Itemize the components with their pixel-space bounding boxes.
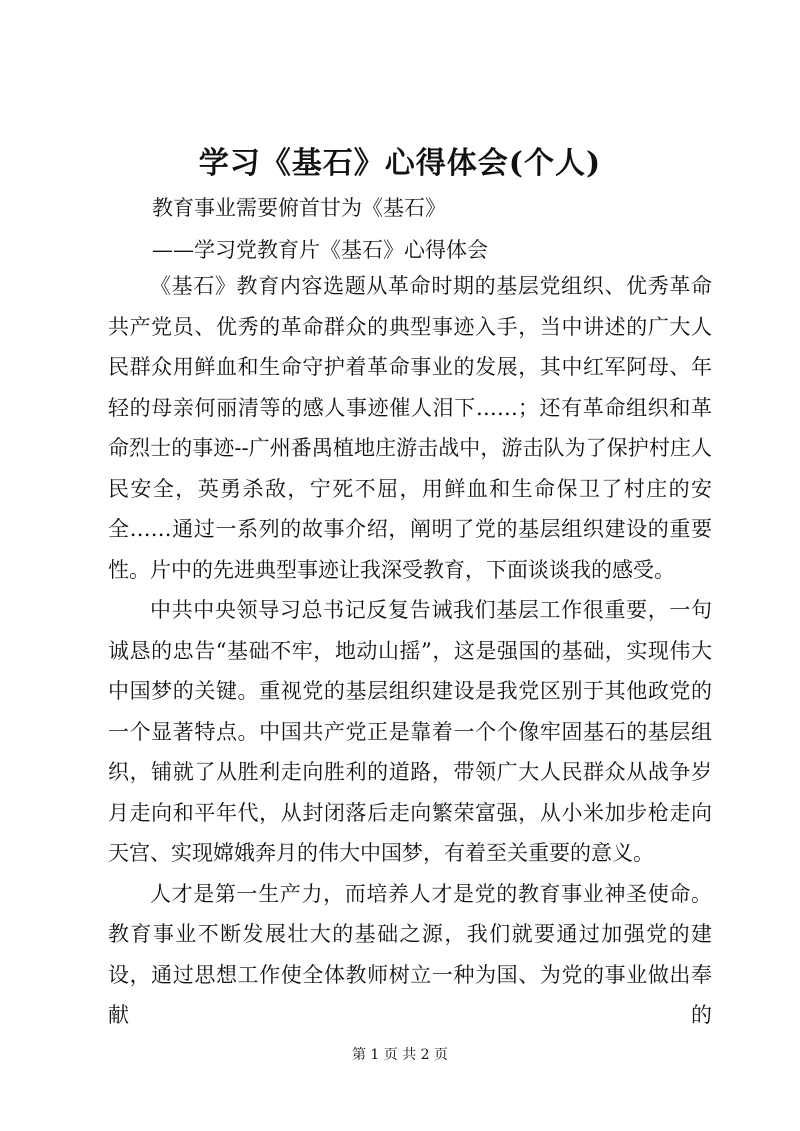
page-number-footer: 第 1 页 共 2 页 bbox=[351, 1047, 449, 1063]
paragraph-1: 《基石》教育内容选题从革命时期的基层党组织、优秀革命共产党员、优秀的革命群众的典型事迹入手，当中讲述的广大人民群众用鲜血和生命守护着革命事业的发展，其中红军阿母、年轻的母亲何丽清等的感人事迹催人泪下……；还有革命组织和革命烈士的事迹--广州番禺植地庄游击战中，游击队为了保护村庄人民安全，英勇杀敌，宁死不屈，用鲜血和生命保卫了村庄的安全……通过一系列的故事介绍，阐明了党的基层组织建设的重要性。片中的先进典型事迹让我深受教育，下面谈谈我的感受。 bbox=[108, 274, 712, 582]
document-title: 学习《基石》心得体会(个人) bbox=[198, 146, 602, 181]
document-subheading: ——学习党教育片《基石》心得体会 bbox=[152, 238, 488, 262]
paragraph-2: 中共中央领导习总书记反复告诫我们基层工作很重要，一句诚恳的忠告“基础不牢，地动山摇”，这是强国的基础，实现伟大中国梦的关键。重视党的基层组织建设是我党区别于其他政党的一个显著特点。中国共产党正是靠着一个个像牢固基石的基层组织，铺就了从胜利走向胜利的道路，带领广大人民群众从战争岁月走向和平年代，从封闭落后走向繁荣富强，从小米加步枪走向天宫、实现嫦娥奔月的伟大中国梦，有着至关重要的意义。 bbox=[108, 598, 712, 865]
document-subtitle: 教育事业需要俯首甘为《基石》 bbox=[152, 196, 446, 220]
document-body bbox=[108, 266, 712, 1036]
paragraph-3: 人才是第一生产力，而培养人才是党的教育事业神圣使命。教育事业不断发展壮大的基础之源，我们就要通过加强党的建设，通过思想工作使全体教师树立一种为国、为党的事业做出奉献的 bbox=[108, 881, 712, 1027]
